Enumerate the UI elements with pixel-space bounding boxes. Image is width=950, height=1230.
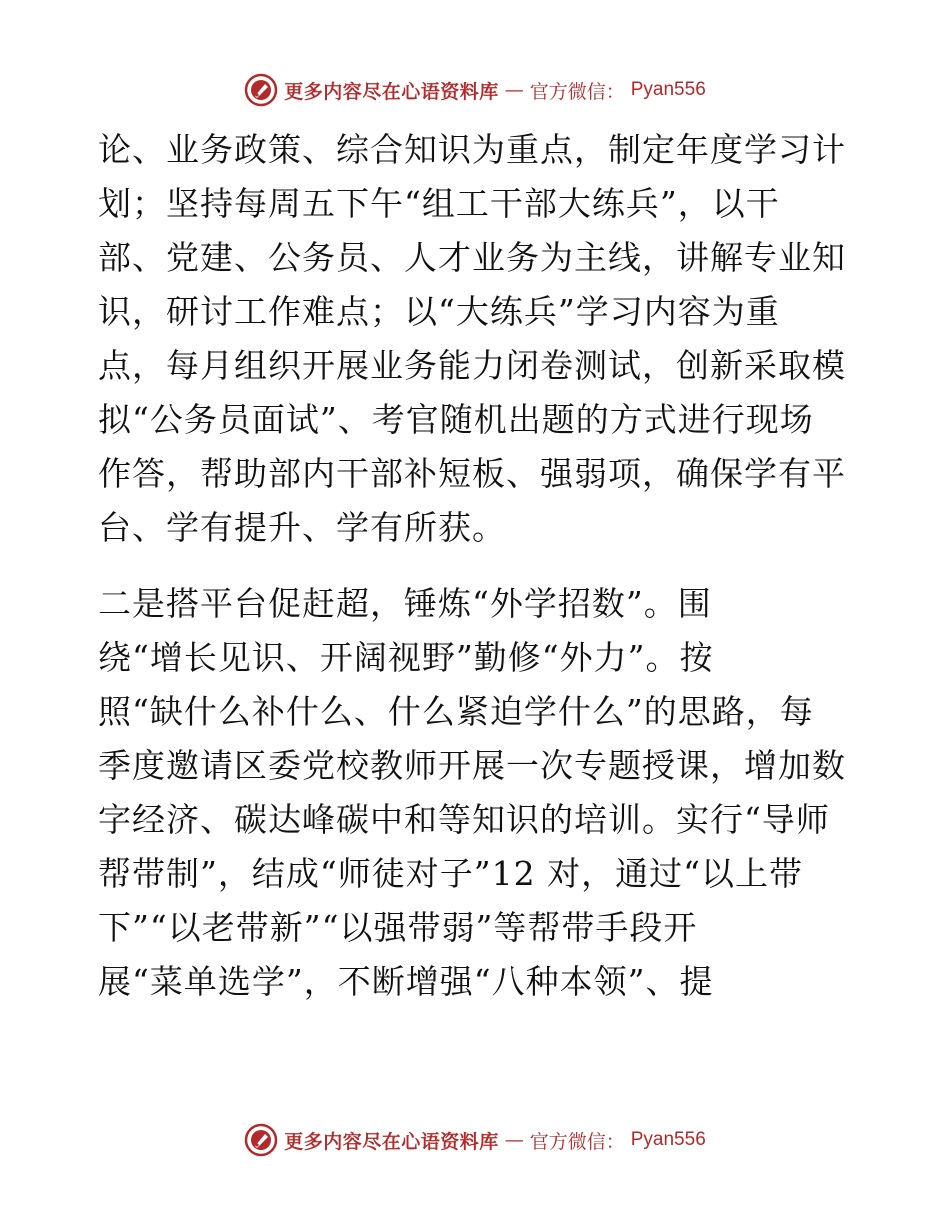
- text-line: 作答，帮助部内干部补短板、强弱项，确保学有平: [98, 454, 846, 493]
- text-line: 划；坚持每周五下午“组工干部大练兵”，以干: [98, 184, 780, 223]
- text-line: 下”“以老带新”“以强带弱”等帮带手段开: [98, 908, 698, 947]
- text-line: 照“缺什么补什么、什么紧迫学什么”的思路，每: [98, 692, 814, 731]
- paragraph-gap: [98, 555, 858, 577]
- text-line: 部、党建、公务员、人才业务为主线，讲解专业知: [98, 238, 846, 277]
- text-line: 识，研讨工作难点；以“大练兵”学习内容为重: [98, 292, 780, 331]
- paragraph-1: [98, 123, 858, 555]
- watermark-label: 官方微信：: [529, 80, 625, 103]
- text-line: 台、学有提升、学有所获。: [98, 508, 506, 547]
- text-line: 字经济、碳达峰碳中和等知识的培训。实行“导师: [98, 800, 830, 839]
- watermark-separator: —: [504, 79, 524, 101]
- pen-nib-logo-icon: [244, 73, 278, 107]
- pen-nib-logo-icon: [244, 1123, 278, 1157]
- footer-watermark: [0, 1120, 950, 1160]
- paragraph-2: [98, 577, 858, 1009]
- text-line: 二是搭平台促赶超，锤炼“外学招数”。围: [98, 584, 712, 623]
- text-line: 季度邀请区委党校教师开展一次专题授课，增加数: [98, 746, 846, 785]
- watermark-account: Pyan556: [630, 79, 706, 100]
- watermark-label: 官方微信：: [529, 1130, 625, 1153]
- text-line: 绕“增长见识、开阔视野”勤修“外力”。按: [98, 638, 714, 677]
- text-line: 展“菜单选学”，不断增强“八种本领”、提: [98, 962, 714, 1001]
- watermark-account: Pyan556: [630, 1129, 706, 1150]
- header-watermark: [0, 70, 950, 110]
- text-line: 拟“公务员面试”、考官随机出题的方式进行现场: [98, 400, 814, 439]
- watermark-main-text: 更多内容尽在心语资料库: [284, 1130, 499, 1153]
- text-line: 帮带制”，结成“师徒对子”12 对，通过“以上带: [98, 854, 803, 893]
- text-line: 点，每月组织开展业务能力闭卷测试，创新采取模: [98, 346, 846, 385]
- watermark-main-text: 更多内容尽在心语资料库: [284, 80, 499, 103]
- text-line: 论、业务政策、综合知识为重点，制定年度学习计: [98, 130, 846, 169]
- document-body: [98, 123, 858, 1009]
- footer-watermark-inner: [244, 1123, 706, 1157]
- header-watermark-inner: [244, 73, 706, 107]
- watermark-separator: —: [504, 1129, 524, 1151]
